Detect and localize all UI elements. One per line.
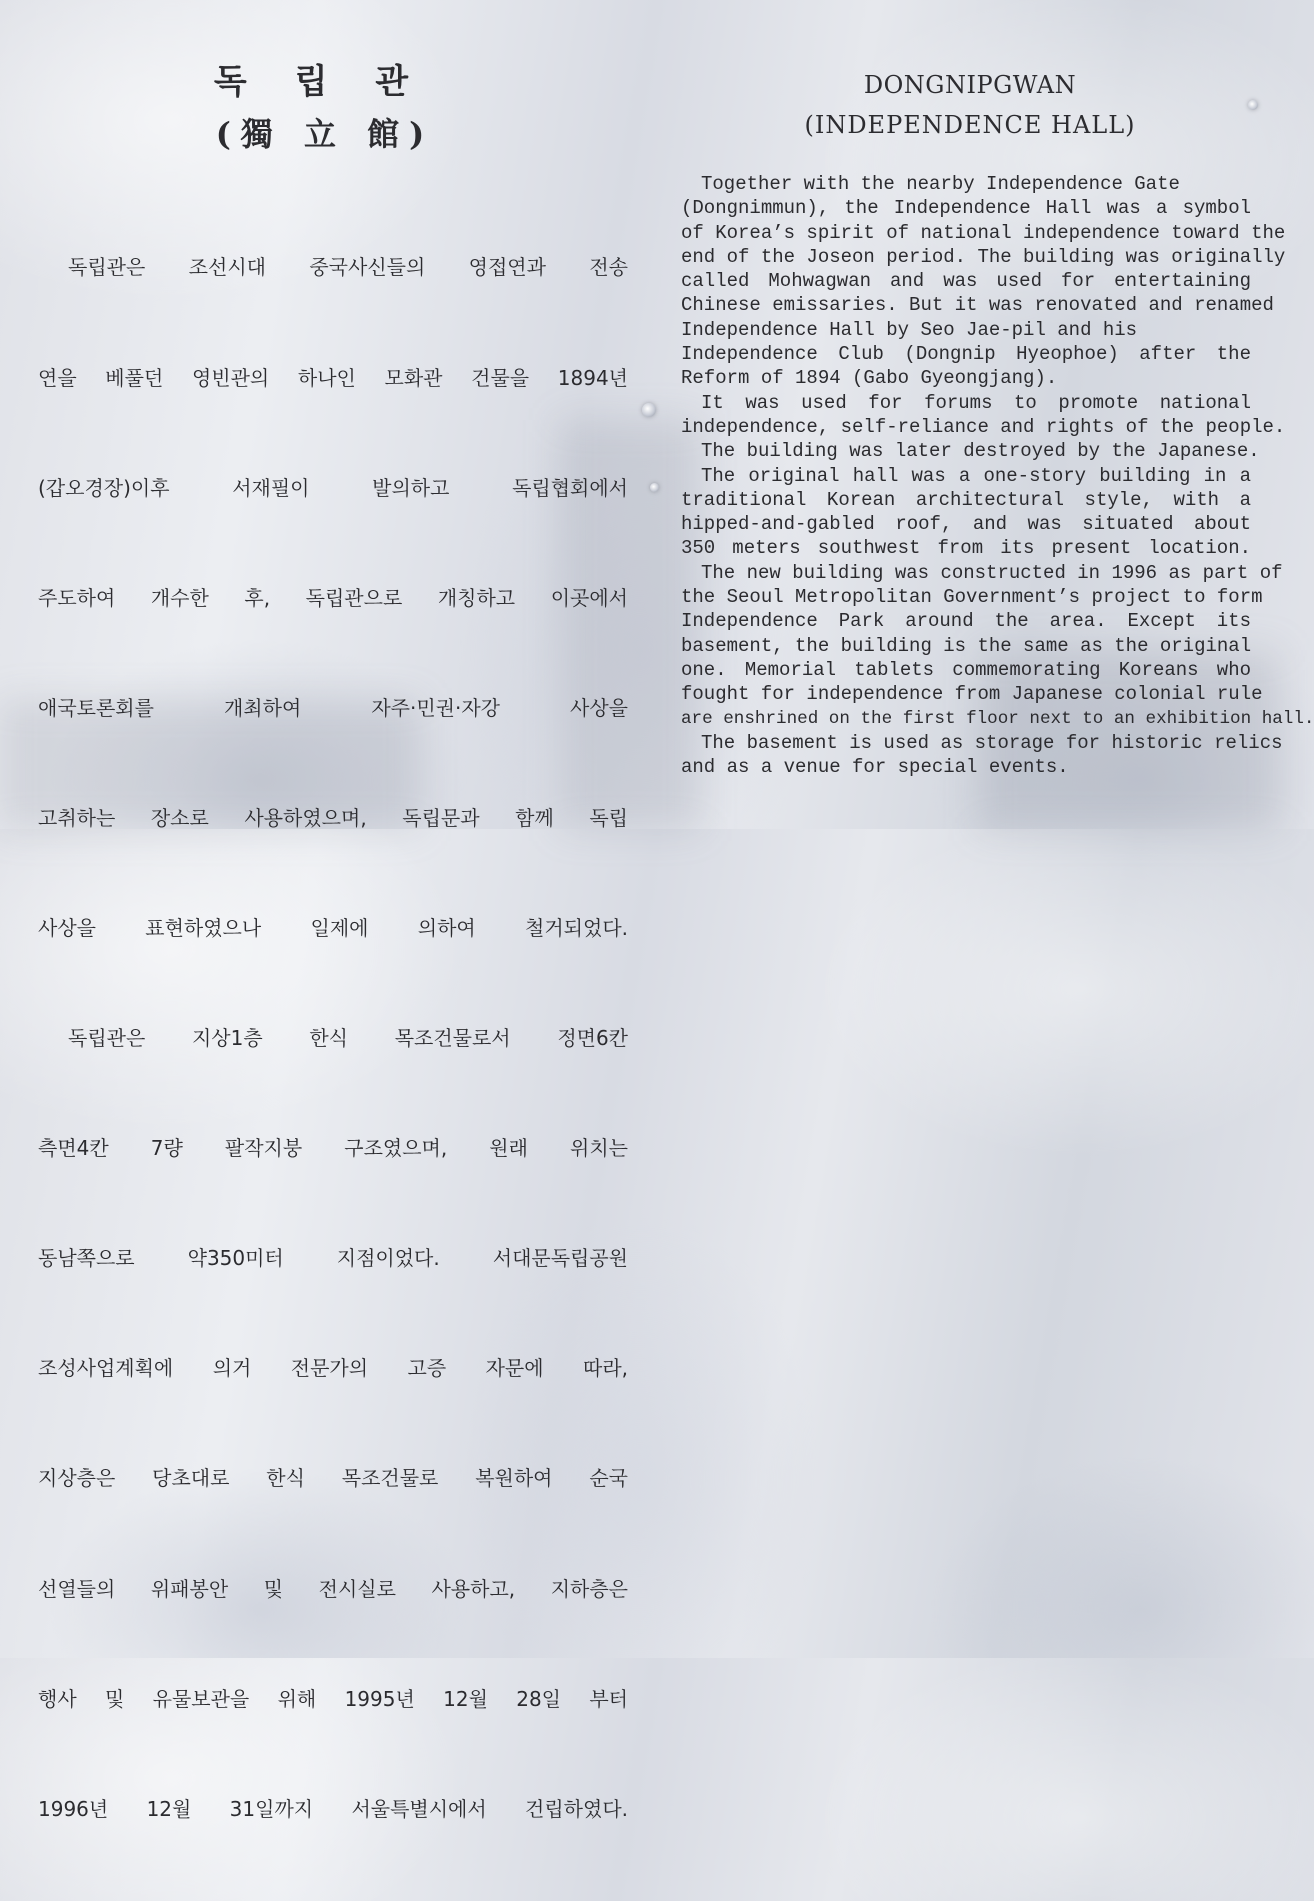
korean-line: 행사 및 유물보관을 위해 1995년 12월 28일 부터 (38, 1686, 628, 1711)
english-line: The original hall was a one-story building in a (701, 464, 1251, 487)
english-line: 350 meters southwest from its present location. (681, 537, 1251, 560)
english-line: are enshrined on the first floor next to an exhibition hall. (681, 708, 1314, 729)
korean-line: 사상을 표현하였으나 일제에 의하여 철거되었다. (38, 915, 628, 940)
korean-body (38, 176, 628, 1901)
english-line: The building was later destroyed by the Japanese. (701, 440, 1260, 463)
english-line: It was used for forums to promote national (701, 391, 1251, 414)
korean-line: 선열들의 위패봉안 및 전시실로 사용하고, 지하층은 (38, 1576, 628, 1601)
rivet-icon (642, 403, 656, 417)
english-line: Independence Hall by Seo Jae-pil and his (681, 318, 1138, 341)
korean-line: (갑오경장)이후 서재필이 발의하고 독립협회에서 (38, 475, 628, 500)
korean-line: 동남쪽으로 약350미터 지점이었다. 서대문독립공원 (38, 1246, 628, 1271)
rivet-icon (650, 483, 659, 492)
english-line: the Seoul Metropolitan Government’s project to form (681, 586, 1263, 609)
english-line: Chinese emissaries. But it was renovated and renamed (681, 294, 1274, 317)
english-line: traditional Korean architectural style, with a (681, 488, 1251, 511)
rivet-icon (1248, 100, 1258, 110)
korean-line: 연을 베풀던 영빈관의 하나인 모화관 건물을 1894년 (38, 365, 628, 390)
korean-line: 주도하여 개수한 후, 독립관으로 개칭하고 이곳에서 (38, 585, 628, 610)
korean-title: 독 립 관 (213, 62, 427, 102)
english-line: end of the Joseon period. The building was originally (681, 245, 1286, 268)
korean-line: 지상층은 당초대로 한식 목조건물로 복원하여 순국 (38, 1466, 628, 1491)
english-line: Reform of 1894 (Gabo Gyeongjang). (681, 367, 1058, 390)
korean-line: 1996년 12월 31일까지 서울특별시에서 건립하였다. (38, 1796, 628, 1821)
english-line: fought for independence from Japanese colonial rule (681, 683, 1263, 706)
korean-line: 애국토론회를 개최하여 자주·민권·자강 사상을 (38, 695, 628, 720)
english-subtitle: (INDEPENDENCE HALL) (804, 111, 1136, 139)
english-line: and as a venue for special events. (681, 756, 1069, 779)
english-line: The new building was constructed in 1996 as part of (701, 561, 1283, 584)
english-line: Together with the nearby Independence Gate (701, 173, 1180, 195)
english-line: Independence Club (Dongnip Hyeophoe) after the (681, 343, 1251, 366)
english-line: Independence Park around the area. Except its (681, 610, 1251, 633)
korean-line: 고취하는 장소로 사용하였으며, 독립문과 함께 독립 (38, 805, 628, 830)
english-line: of Korea’s spirit of national independence toward the (681, 221, 1286, 244)
english-body (681, 172, 1314, 779)
english-line: independence, self-reliance and rights of the people. (681, 415, 1286, 438)
korean-line: 독립관은 조선시대 중국사신들의 영접연과 전송 (68, 255, 628, 280)
korean-line: 독립관은 지상1층 한식 목조건물로서 정면6칸 (68, 1026, 628, 1051)
english-title: DONGNIPGWAN (863, 71, 1077, 99)
korean-line: 측면4칸 7량 팔작지붕 구조였으며, 원래 위치는 (38, 1136, 628, 1161)
english-line: hipped-and-gabled roof, and was situated about (681, 513, 1251, 536)
english-line: (Dongnimmun), the Independence Hall was a symbol (681, 197, 1251, 220)
english-line: called Mohwagwan and was used for entertaining (681, 270, 1251, 293)
english-line: one. Memorial tablets commemorating Koreans who (681, 658, 1251, 681)
korean-hanja-title: (獨 立 館) (215, 115, 435, 153)
english-line: The basement is used as storage for historic relics (701, 731, 1283, 754)
korean-line: 조성사업계획에 의거 전문가의 고증 자문에 따라, (38, 1356, 628, 1381)
english-line: basement, the building is the same as the original (681, 634, 1252, 657)
